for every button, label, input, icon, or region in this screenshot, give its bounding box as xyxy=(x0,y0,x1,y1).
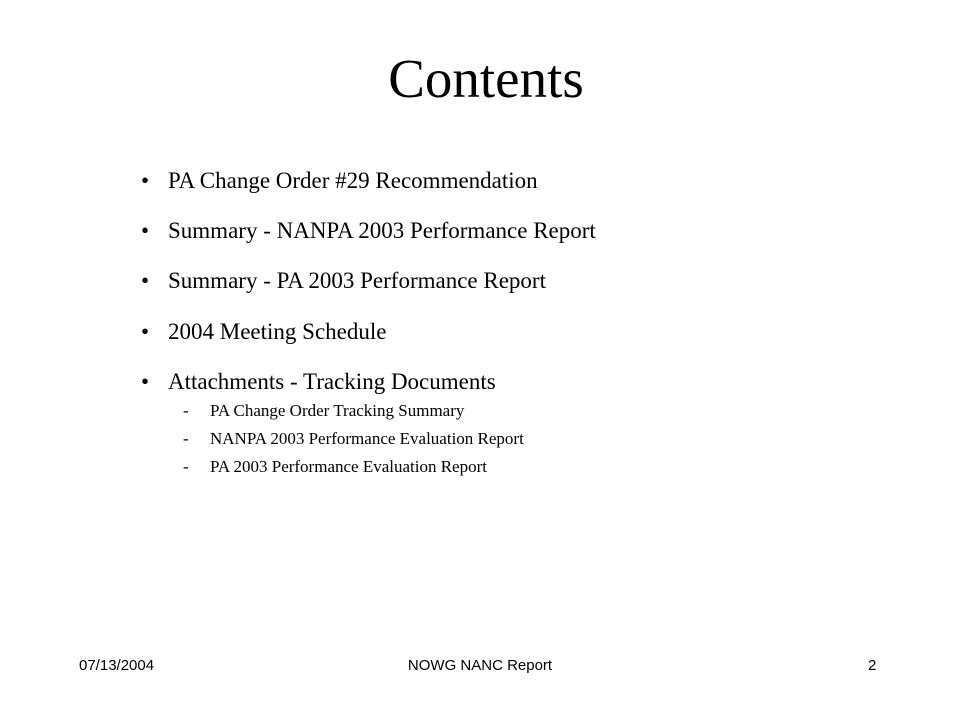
slide-title: Contents xyxy=(388,48,584,109)
bullet-icon: • xyxy=(141,319,150,344)
sub-item-text: NANPA 2003 Performance Evaluation Report xyxy=(210,429,524,448)
dash-icon: - xyxy=(183,401,189,420)
page-number: 2 xyxy=(868,657,877,674)
sub-item-text: PA Change Order Tracking Summary xyxy=(210,401,465,420)
dash-icon: - xyxy=(183,457,189,476)
bullet-icon: • xyxy=(141,268,150,293)
bullet-text: Summary - PA 2003 Performance Report xyxy=(168,268,546,293)
bullet-icon: • xyxy=(141,218,150,243)
footer-title: NOWG NANC Report xyxy=(407,657,553,674)
bullet-text: Attachments - Tracking Documents xyxy=(168,369,496,394)
bullet-icon: • xyxy=(141,168,150,193)
bullet-text: Summary - NANPA 2003 Performance Report xyxy=(168,218,596,243)
bullet-text: PA Change Order #29 Recommendation xyxy=(168,168,538,193)
bullet-icon: • xyxy=(141,369,150,394)
sub-item-text: PA 2003 Performance Evaluation Report xyxy=(210,457,487,476)
bullet-text: 2004 Meeting Schedule xyxy=(168,319,387,344)
dash-icon: - xyxy=(183,429,189,448)
footer-date: 07/13/2004 xyxy=(79,657,155,674)
